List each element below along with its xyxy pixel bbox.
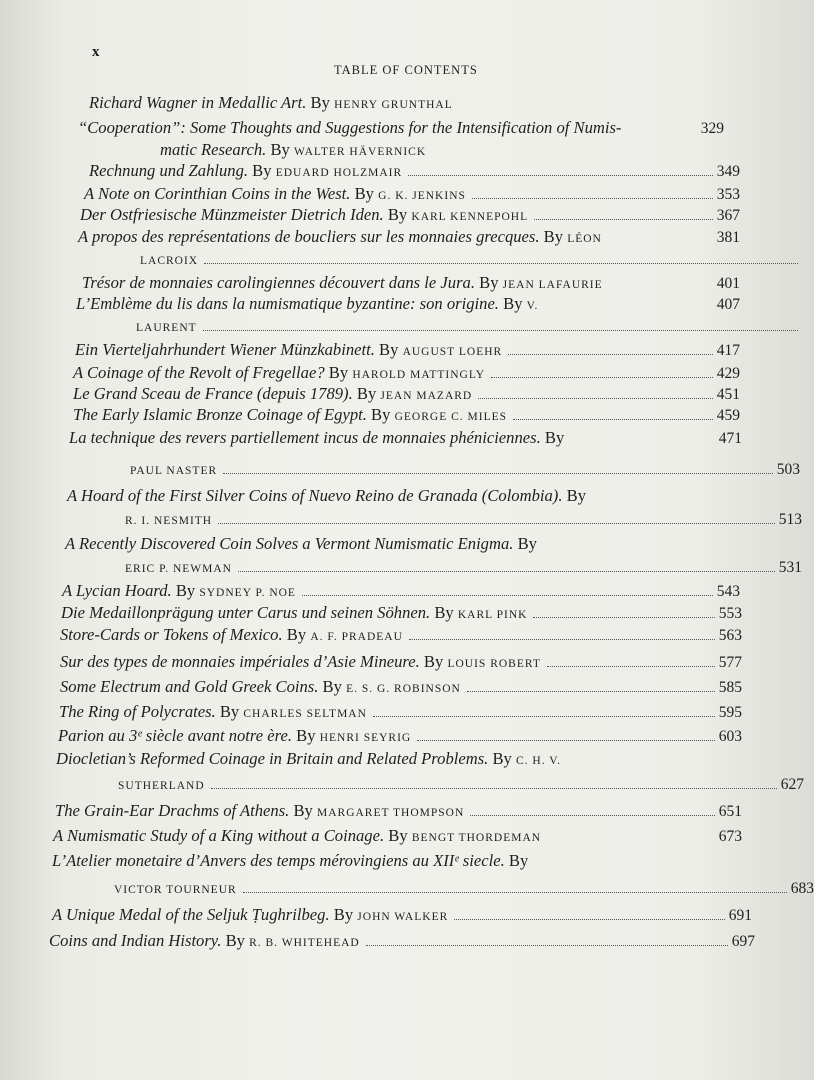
entry-by: By xyxy=(423,652,444,671)
entry-by: By xyxy=(354,184,374,203)
entry-by: By xyxy=(356,384,377,403)
entry-page-number: 697 xyxy=(731,933,755,950)
entry-page-number: 459 xyxy=(716,407,740,424)
toc-entry xyxy=(78,226,740,250)
entry-by: By xyxy=(544,428,565,447)
entry-page-number: 401 xyxy=(716,275,740,292)
entry-by: By xyxy=(479,273,499,292)
toc-entry xyxy=(60,624,742,648)
dot-leader xyxy=(491,377,713,378)
entry-title: Parion au 3ᵉ siècle avant notre ère. xyxy=(58,726,292,745)
dot-leader xyxy=(470,815,714,816)
entry-title: The Early Islamic Bronze Coinage of Egypt. xyxy=(73,405,367,424)
entry-author: R. I. NESMITH xyxy=(125,515,213,527)
entry-by: By xyxy=(566,486,587,505)
entry-author: V. xyxy=(526,300,539,312)
entry-title: A Coinage of the Revolt of Fregellae? xyxy=(73,363,325,382)
entry-author: MARGARET THOMPSON xyxy=(317,807,465,819)
dot-leader xyxy=(211,788,777,789)
entry-author: BENGT THORDEMAN xyxy=(411,832,542,844)
toc-entry xyxy=(65,533,700,555)
toc-entry xyxy=(89,92,540,116)
entry-by: By xyxy=(286,625,307,644)
toc-entry xyxy=(60,676,742,700)
entry-page-number: 353 xyxy=(716,186,740,203)
entry-author: WALTER HÄVERNICK xyxy=(293,146,427,158)
dot-leader xyxy=(218,523,775,524)
page-number-mark: x xyxy=(92,44,100,60)
entry-title: Le Grand Sceau de France (depuis 1789). xyxy=(73,384,353,403)
toc-entry xyxy=(55,800,742,824)
entry-page-number: 683 xyxy=(790,880,814,897)
dot-leader xyxy=(454,919,724,920)
entry-by: By xyxy=(543,227,564,246)
entry-page-number: 329 xyxy=(700,120,724,137)
toc-entry xyxy=(53,825,742,849)
entry-title: matic Research. xyxy=(160,140,267,159)
entry-title: A Lycian Hoard. xyxy=(62,581,172,600)
entry-by: By xyxy=(379,340,399,359)
entry-title: A Hoard of the First Silver Coins of Nuevo Reino de Granada (Colombia). xyxy=(67,486,563,505)
toc-entry xyxy=(76,293,740,317)
entry-by: By xyxy=(434,603,454,622)
entry-author: SUTHERLAND xyxy=(118,780,205,792)
entry-by: By xyxy=(270,140,290,159)
entry-author: JOHN WALKER xyxy=(357,911,449,923)
entry-author: EDUARD HOLZMAIR xyxy=(275,167,403,179)
toc-entry xyxy=(80,204,740,228)
entry-author: JEAN MAZARD xyxy=(380,390,473,402)
entry-title: A Unique Medal of the Seljuk Ṭughrilbeg. xyxy=(52,905,330,924)
entry-by: By xyxy=(517,534,537,553)
entry-title: Some Electrum and Gold Greek Coins. xyxy=(60,677,319,696)
entry-title: Ein Vierteljahrhundert Wiener Münzkabinett. xyxy=(75,340,375,359)
entry-author: HAROLD MATTINGLY xyxy=(352,369,486,381)
entry-author: CHARLES SELTMAN xyxy=(243,708,367,720)
entry-page-number: 381 xyxy=(716,229,740,246)
toc-entry xyxy=(52,904,752,928)
toc-entry xyxy=(62,580,740,604)
entry-by: By xyxy=(296,726,316,745)
entry-page-number: 577 xyxy=(718,654,742,671)
entry-author: R. B. WHITEHEAD xyxy=(249,937,360,949)
toc-entry xyxy=(78,117,724,140)
dot-leader xyxy=(302,595,713,596)
entry-title: Sur des types de monnaies impériales d’Asie Mineure. xyxy=(60,652,420,671)
entry-author: SYDNEY P. NOE xyxy=(199,587,296,599)
entry-title: L’Emblème du lis dans la numismatique byzantine: son origine. xyxy=(76,294,499,313)
entry-title: La technique des revers partiellement incus de monnaies phéniciennes. xyxy=(69,428,541,447)
entry-by: By xyxy=(371,405,391,424)
entry-author: G. K. JENKINS xyxy=(378,190,466,202)
entry-author: HENRY GRUNTHAL xyxy=(334,99,453,111)
entry-title: The Ring of Polycrates. xyxy=(59,702,216,721)
dot-leader xyxy=(417,740,715,741)
entry-by: By xyxy=(310,93,330,112)
entry-page-number: 673 xyxy=(718,828,742,845)
toc-entry xyxy=(59,701,742,725)
toc-entry xyxy=(56,748,710,772)
entry-author: AUGUST LOEHR xyxy=(402,346,503,358)
toc-entry xyxy=(67,485,705,507)
entry-by: By xyxy=(503,294,523,313)
entry-by: By xyxy=(388,826,408,845)
toc-entry xyxy=(49,930,755,954)
dot-leader xyxy=(513,419,713,420)
entry-author: VICTOR TOURNEUR xyxy=(114,884,237,896)
entry-author: PAUL NASTER xyxy=(130,465,218,477)
entry-author: ERIC P. NEWMAN xyxy=(125,563,232,575)
dot-leader xyxy=(472,198,713,199)
toc-entry xyxy=(61,602,742,626)
entry-page-number: 503 xyxy=(776,461,800,478)
entry-title: “Cooperation”: Some Thoughts and Suggestions for the Intensification of Numis- xyxy=(78,118,622,137)
toc-entry xyxy=(52,850,715,872)
entry-page-number: 471 xyxy=(718,430,742,447)
entry-author: JEAN LAFAURIE xyxy=(502,279,603,291)
entry-page-number: 603 xyxy=(718,728,742,745)
dot-leader xyxy=(366,945,728,946)
entry-title: Richard Wagner in Medallic Art. xyxy=(89,93,307,112)
dot-leader xyxy=(223,473,773,474)
toc-entry xyxy=(69,427,742,450)
entry-title: Die Medaillonprägung unter Carus und seinen Söhnen. xyxy=(61,603,431,622)
toc-entry xyxy=(60,651,742,675)
toc-entry xyxy=(78,250,802,272)
entry-title: Rechnung und Zahlung. xyxy=(89,161,249,180)
toc-entry xyxy=(75,339,740,363)
entry-title: A Note on Corinthian Coins in the West. xyxy=(84,184,351,203)
entry-by: By xyxy=(322,677,342,696)
entry-page-number: 417 xyxy=(716,342,740,359)
running-head: TABLE OF CONTENTS xyxy=(334,63,478,77)
entry-title: The Grain-Ear Drachms of Athens. xyxy=(55,801,290,820)
entry-author: LACROIX xyxy=(140,255,199,267)
entry-by: By xyxy=(252,161,272,180)
entry-page-number: 513 xyxy=(778,511,802,528)
toc-entry xyxy=(89,160,740,184)
entry-title: Trésor de monnaies carolingiennes découvert dans le Jura. xyxy=(82,273,475,292)
entry-author: LOUIS ROBERT xyxy=(447,658,541,670)
entry-page-number: 367 xyxy=(716,207,740,224)
toc-entry xyxy=(63,509,802,532)
entry-page-number: 349 xyxy=(716,163,740,180)
entry-by: By xyxy=(293,801,313,820)
entry-page-number: 651 xyxy=(718,803,742,820)
entry-author: C. H. V. xyxy=(516,755,561,767)
toc-entry xyxy=(56,774,804,797)
entry-page-number: 451 xyxy=(716,386,740,403)
entry-author: A. F. PRADEAU xyxy=(310,631,403,643)
dot-leader xyxy=(243,892,787,893)
entry-by: By xyxy=(328,363,349,382)
entry-page-number: 691 xyxy=(728,907,752,924)
dot-leader xyxy=(547,666,715,667)
dot-leader xyxy=(373,716,715,717)
toc-entry xyxy=(68,459,800,482)
entry-page-number: 563 xyxy=(718,627,742,644)
entry-author: KARL KENNEPOHL xyxy=(411,211,529,223)
toc-entry xyxy=(74,317,802,339)
dot-leader xyxy=(534,219,713,220)
entry-title: Coins and Indian History. xyxy=(49,931,222,950)
entry-title: A Recently Discovered Coin Solves a Vermont Numismatic Enigma. xyxy=(65,534,514,553)
toc-entry xyxy=(63,557,802,580)
entry-by: By xyxy=(492,749,512,768)
dot-leader xyxy=(408,175,713,176)
entry-by: By xyxy=(508,851,529,870)
entry-page-number: 531 xyxy=(778,559,802,576)
entry-title: Der Ostfriesische Münzmeister Dietrich Iden. xyxy=(80,205,384,224)
entry-title: L’Atelier monetaire d’Anvers des temps mérovingiens au XIIᵉ siecle. xyxy=(52,851,505,870)
entry-author: LAURENT xyxy=(136,322,197,334)
entry-title: Store-Cards or Tokens of Mexico. xyxy=(60,625,283,644)
dot-leader xyxy=(478,398,713,399)
entry-title: A propos des représentations de boucliers sur les monnaies grecques. xyxy=(78,227,540,246)
entry-page-number: 543 xyxy=(716,583,740,600)
entry-author: LÉON xyxy=(567,233,602,245)
toc-entry xyxy=(73,404,740,428)
toc-entry xyxy=(52,878,814,901)
entry-by: By xyxy=(175,581,196,600)
entry-page-number: 585 xyxy=(718,679,742,696)
dot-leader xyxy=(203,330,798,331)
entry-author: E. S. G. ROBINSON xyxy=(346,683,461,695)
entry-title: A Numismatic Study of a King without a Coinage. xyxy=(53,826,385,845)
dot-leader xyxy=(238,571,775,572)
entry-by: By xyxy=(225,931,245,950)
dot-leader xyxy=(533,617,714,618)
entry-author: KARL PINK xyxy=(457,609,528,621)
entry-title: Diocletian’s Reformed Coinage in Britain and Related Problems. xyxy=(56,749,489,768)
entry-page-number: 627 xyxy=(780,776,804,793)
entry-by: By xyxy=(333,905,354,924)
entry-page-number: 429 xyxy=(716,365,740,382)
entry-by: By xyxy=(387,205,408,224)
entry-author: HENRI SEYRIG xyxy=(319,732,412,744)
dot-leader xyxy=(409,639,715,640)
entry-page-number: 553 xyxy=(718,605,742,622)
entry-by: By xyxy=(219,702,240,721)
toc-entry xyxy=(58,725,742,749)
dot-leader xyxy=(508,354,713,355)
dot-leader xyxy=(204,263,798,264)
entry-page-number: 407 xyxy=(716,296,740,313)
entry-author: GEORGE C. MILES xyxy=(394,411,508,423)
entry-page-number: 595 xyxy=(718,704,742,721)
dot-leader xyxy=(467,691,715,692)
